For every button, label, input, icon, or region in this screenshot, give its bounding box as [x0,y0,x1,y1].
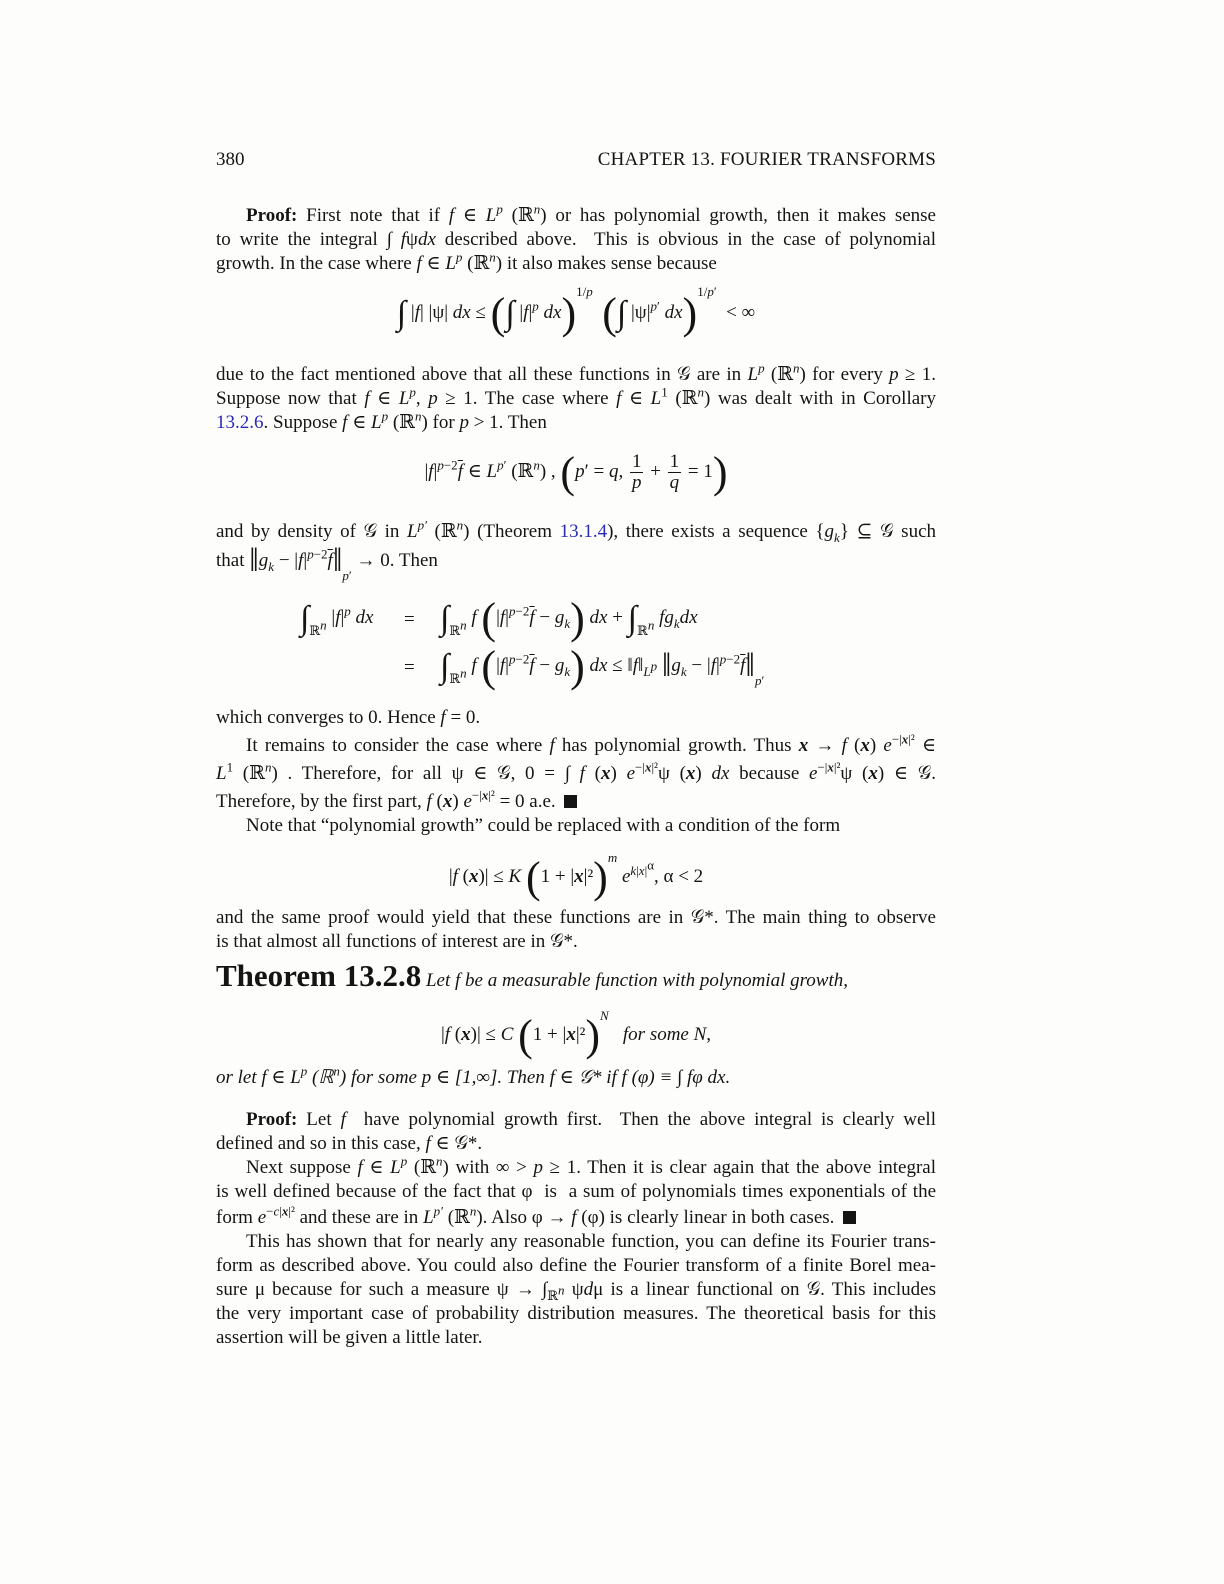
proof-line-5: Suppose now that f ∈ $L^p$, p ≥ 1. The case where f ∈ $L^1$ (ℝ$^n$) was dealt with in Corollary [216,384,936,409]
proof2-line-7: form as described above. You could also define the Fourier transform of a finite Borel mea- [216,1255,936,1276]
proof-line-1: Proof: First note that if f ∈ $L^p$ (ℝ$^n$) or has polynomial growth, then it makes sense [246,201,936,226]
qed-square-icon [843,1211,856,1224]
corollary-link[interactable]: 13.2.6 [216,412,264,433]
theorem-link[interactable]: 13.1.4 [559,521,608,542]
integral-equation-rhs-1: $\int_{ℝ^n}$ f $(|f|^{p-2}\overline{f} - g_k)$ dx + $\int_{ℝ^n}$ $fg_kdx$ [440,594,698,643]
theorem-statement-2: or let f ∈ $L^p$ (ℝ$^n$) for some p ∈ [1,∞]. Then f ∈ 𝒢* if f (φ) ≡ ∫ fφ dx. [216,1063,731,1088]
page-number: 380 [216,149,245,170]
equals-sign-2: = [404,657,415,678]
proof-line-6: 13.2.6. Suppose f ∈ $L^p$ (ℝ$^n$) for p > 1. Then [216,408,547,433]
proof-line-2: to write the integral ∫ fψdx described above. This is obvious in the case of polynomial [216,229,936,250]
theorem-growth-equation: |f (x)| ≤ C $(1 + |x|^2)^N$ for some N, [440,1008,712,1060]
proof-line-3: growth. In the case where f ∈ $L^p$ (ℝ$^n$) it also makes sense because [216,249,717,274]
proof2-line-10: assertion will be given a little later. [216,1327,483,1348]
proof-line-13: Note that “polynomial growth” could be replaced with a condition of the form [246,815,841,836]
proof2-line-9: the very important case of probability distribution measures. The theoretical basis for this [216,1303,936,1324]
proof-line-7: and by density of 𝒢 in $L^{p'}$ (ℝ$^n$) (Theorem 13.1.4), there exists a sequence $\{g_k\}$ ⊆ 𝒢 such [216,517,936,545]
proof-line-12: Therefore, by the first part, f (x) $e^{-|x|^2} = 0$ a.e. [216,790,936,814]
equals-sign-1: = [404,609,415,630]
theorem-title: Theorem 13.2.8 [216,958,422,993]
proof-line-8: that $‖g_k$ − $|f|^{p-2}\overline{f}‖_{p'} \to 0$. Then [216,542,438,583]
conjugate-exponent-equation: $|f|^{p-2}\overline{f}$ ∈ $L^{p'}$ (ℝ$^n$) , (p′ = q, $\frac{1}{p}$ + $\frac{1}{q}$ = 1) [424,447,728,497]
proof-line-14: and the same proof would yield that these functions are in 𝒢*. The main thing to observe [216,907,936,928]
proof-line-4: due to the fact mentioned above that all these functions in 𝒢 are in $L^p$ (ℝ$^n$) for every p ≥ 1. [216,360,936,385]
proof2-line-1: Proof: Let f have polynomial growth first. Then the above integral is clearly well [246,1109,936,1130]
proof2-line-8: sure μ because for such a measure $\psi \to \int_{ℝ^n}$ ψdμ is a linear functional on 𝒢. This includes [216,1279,936,1303]
integral-equation-row-1: $\int_{ℝ^n}$ $|f|^p$ dx [300,600,374,638]
integral-equation-rhs-2: $\int_{ℝ^n}$ f $(|f|^{p-2}\overline{f} - g_k)$ dx ≤ $‖f‖_{L^p}$ $‖g_k$ − $|f|^{p-2}\overline{f}‖_{p'}$ [440,642,765,691]
proof-line-9: which converges to 0. Hence f = 0. [216,707,481,728]
proof2-line-4: is well defined because of the fact that φ is a sum of polynomials times exponentials of the [216,1181,936,1202]
proof2-line-6: This has shown that for nearly any reasonable function, you can define its Fourier trans- [246,1231,936,1252]
proof2-label: Proof: [246,1109,298,1130]
qed-square-icon [564,795,577,808]
proof2-line-2: defined and so in this case, f ∈ 𝒢*. [216,1133,483,1154]
proof2-line-3: Next suppose f ∈ $L^p$ (ℝ$^n$) with ∞ > p ≥ 1. Then it is clear again that the above integral [246,1153,936,1178]
proof2-line-5: form $e^{-c|x|^2}$ and these are in $L^{p'}$ (ℝ$^n$). Also φ → f (φ) is clearly linear in both cases. [216,1206,936,1230]
proof-line-10: It remains to consider the case where f has polynomial growth. Thus x → f (x) $e^{-|x|^2}$ ∈ [246,731,937,756]
proof-line-11: $L^1$ (ℝ$^n$) . Therefore, for all ψ ∈ 𝒢, 0 = ∫ f (x) $e^{-|x|^2}\psi$ (x) dx because $e^{-|x|^2}\psi$ (x) ∈ 𝒢. [216,759,936,784]
running-title: CHAPTER 13. FOURIER TRANSFORMS [597,149,936,170]
proof-label: Proof: [246,205,298,226]
theorem-heading: Theorem 13.2.8 Let f be a measurable function with polynomial growth, [216,958,848,993]
holder-inequality: ∫ |f| |ψ| dx ≤ (∫ $|f|^p$ dx)$^{1/p}$ (∫ $|\psi|^{p'}$ dx)$^{1/p'}$ < ∞ [396,284,756,338]
proof-line-15: is that almost all functions of interest are in 𝒢*. [216,931,578,952]
growth-condition-equation: |f (x)| ≤ K $(1 + |x|^2)^m$ $e^{k|x|^\alpha}$, α < 2 [448,850,704,902]
